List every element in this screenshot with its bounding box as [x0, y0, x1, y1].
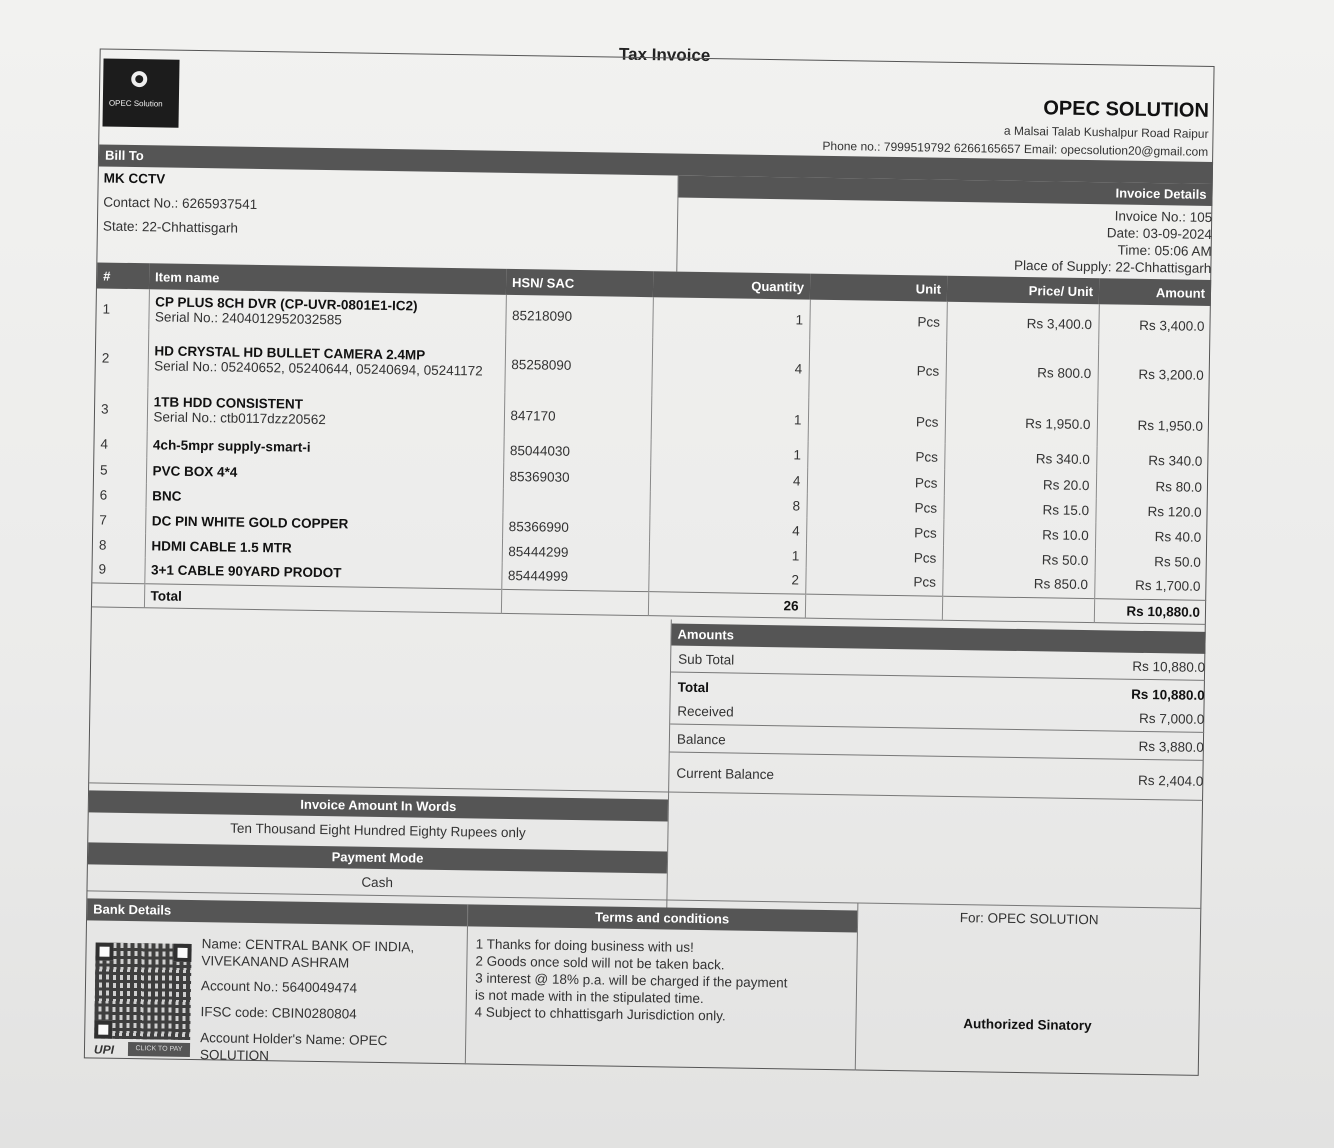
place-of-supply: Place of Supply: 22-Chhattisgarh [1013, 257, 1212, 276]
quantity-cell: 4 [651, 337, 809, 397]
item-name: BNC [152, 487, 182, 504]
ifsc-code: IFSC code: CBIN0280804 [200, 1004, 357, 1022]
item-name: DC PIN WHITE GOLD COPPER [151, 512, 349, 531]
row-number: 3 [100, 401, 109, 417]
row-number: 6 [99, 487, 108, 503]
authorized-signatory: Authorized Sinatory [963, 1016, 1092, 1034]
item-cell [148, 289, 506, 335]
amount-total-label: Total [677, 679, 710, 696]
document-title: Tax Invoice [618, 44, 711, 66]
col-header-price: Price/ Unit [947, 276, 1099, 304]
unit-cell: Pcs [806, 544, 943, 570]
current-balance-value: Rs 2,404.0 [1137, 772, 1204, 789]
sub-total-label: Sub Total [678, 651, 735, 668]
total-label: Total [144, 583, 501, 613]
company-address: a Malsai Talab Kushalpur Road Raipur [1003, 123, 1209, 141]
total-unit-spacer [805, 594, 942, 620]
col-header-no: # [97, 262, 149, 289]
quantity-cell: 1 [650, 439, 807, 467]
account-number: Account No.: 5640049474 [200, 978, 358, 996]
unit-cell: Pcs [805, 568, 942, 596]
quantity-cell: 8 [649, 491, 806, 517]
unit-cell: Pcs [806, 494, 943, 520]
account-holder: Account Holder's Name: OPEC [200, 1030, 388, 1049]
item-name: CP PLUS 8CH DVR (CP-UVR-0801E1-IC2) [155, 294, 418, 314]
quantity-cell: 1 [652, 297, 810, 339]
item-name: 3+1 CABLE 90YARD PRODOT [150, 562, 342, 581]
bill-to-contact: Contact No.: 6265937541 [103, 194, 258, 212]
amount-cell: Rs 1,700.0 [1094, 572, 1206, 600]
hsn-cell: 85258090 [504, 335, 652, 395]
row-number: 4 [100, 436, 109, 452]
upi-qr-code[interactable] [94, 943, 191, 1040]
col-header-item: Item name [149, 263, 506, 295]
click-to-pay-button[interactable]: CLICK TO PAY [128, 1042, 190, 1057]
invoice-sheet [54, 30, 1260, 1099]
item-name: PVC BOX 4*4 [152, 462, 238, 480]
amount-cell: Rs 340.0 [1096, 446, 1208, 474]
received-value: Rs 7,000.0 [1138, 710, 1205, 727]
row-number: 7 [99, 512, 107, 528]
items-table [92, 262, 1211, 624]
signature-for: For: OPEC SOLUTION [959, 910, 1099, 928]
qr-finder-icon [95, 943, 113, 961]
unit-cell: Pcs [808, 398, 946, 444]
hsn-cell: 85444999 [501, 563, 648, 591]
received-label: Received [677, 703, 734, 720]
total-price-spacer [942, 596, 1094, 622]
amount-cell: Rs 3,200.0 [1097, 344, 1210, 404]
hsn-cell: 85366990 [502, 513, 649, 541]
col-header-quantity: Quantity [653, 271, 810, 299]
amounts-header-label: Amounts [677, 626, 735, 643]
bill-to-header-label: Bill To [104, 147, 144, 164]
quantity-cell: 1 [651, 395, 809, 441]
quantity-cell: 4 [650, 465, 807, 493]
col-header-amount: Amount [1099, 278, 1211, 306]
sub-total-value: Rs 10,880.0 [1132, 658, 1206, 675]
hsn-cell: 85369030 [503, 463, 650, 491]
row-number: 8 [98, 537, 107, 553]
quantity-cell: 2 [648, 565, 805, 593]
item-serial: Serial No.: ctb0117dzz20562 [153, 409, 326, 428]
company-logo [102, 59, 179, 128]
upi-logo: UPI [93, 1042, 115, 1057]
price-cell: Rs 340.0 [944, 444, 1096, 472]
price-cell: Rs 10.0 [943, 520, 1095, 548]
row-number: 1 [102, 301, 111, 317]
unit-cell: Pcs [809, 300, 947, 342]
logo-text: OPEC Solution [108, 98, 163, 109]
price-cell: Rs 20.0 [944, 470, 1096, 498]
quantity-cell: 4 [649, 515, 806, 543]
unit-cell: Pcs [808, 340, 946, 400]
invoice-date: Date: 03-09-2024 [1106, 225, 1213, 242]
hsn-cell [502, 489, 649, 515]
item-cell [147, 387, 505, 437]
terms-line: 3 interest @ 18% p.a. will be charged if the payment [475, 970, 788, 991]
payment-mode-header-label: Payment Mode [331, 849, 424, 866]
amount-total-value: Rs 10,880.0 [1131, 686, 1205, 703]
price-cell: Rs 3,400.0 [946, 302, 1099, 344]
hsn-cell: 85444299 [502, 539, 649, 565]
unit-cell: Pcs [806, 518, 943, 546]
amount-cell: Rs 1,950.0 [1097, 402, 1210, 448]
invoice-details-header-label: Invoice Details [1115, 185, 1207, 202]
item-name: 4ch-5mpr supply-smart-i [152, 436, 311, 455]
row-number: 2 [101, 350, 110, 366]
balance-value: Rs 3,880.0 [1138, 738, 1204, 755]
quantity-cell: 1 [649, 541, 806, 567]
bank-details-header-label: Bank Details [93, 901, 172, 918]
amount-cell: Rs 3,400.0 [1098, 304, 1211, 346]
bank-branch: VIVEKANAND ASHRAM [201, 953, 350, 971]
item-name: HD CRYSTAL HD BULLET CAMERA 2.4MP [154, 343, 426, 363]
current-balance-label: Current Balance [676, 765, 775, 783]
price-cell: Rs 800.0 [945, 342, 1098, 402]
price-cell: Rs 850.0 [942, 570, 1094, 598]
invoice-number: Invoice No.: 105 [1114, 208, 1213, 225]
words-header-label: Invoice Amount In Words [300, 796, 457, 815]
item-cell [147, 329, 505, 393]
payment-mode-value: Cash [361, 874, 394, 891]
balance-label: Balance [676, 731, 726, 748]
bill-to-name: MK CCTV [103, 170, 166, 187]
price-cell: Rs 1,950.0 [945, 400, 1098, 446]
price-cell: Rs 50.0 [943, 546, 1095, 572]
amount-cell: Rs 120.0 [1095, 498, 1207, 524]
logo-ring-icon [131, 71, 147, 87]
account-holder-cont: SOLUTION [199, 1047, 270, 1064]
total-spacer [92, 582, 144, 607]
bank-name: Name: CENTRAL BANK OF INDIA, [201, 936, 415, 955]
row-number: 5 [99, 462, 108, 478]
amount-in-words: Ten Thousand Eight Hundred Eighty Rupees only [230, 820, 526, 841]
item-serial: Serial No.: 2404012952032585 [154, 309, 343, 328]
total-amount: Rs 10,880.0 [1094, 598, 1206, 624]
row-number: 9 [98, 561, 107, 577]
amount-cell: Rs 80.0 [1096, 472, 1208, 500]
terms-line: 1 Thanks for doing business with us! [475, 936, 694, 955]
company-contact: Phone no.: 7999519792 6266165657 Email: opecsolution20@gmail.com [822, 138, 1209, 159]
unit-cell: Pcs [807, 468, 944, 496]
item-name: 1TB HDD CONSISTENT [153, 394, 304, 412]
terms-line: 2 Goods once sold will not be taken back. [475, 953, 725, 973]
qr-finder-icon [94, 1021, 112, 1039]
terms-line: 4 Subject to chhattisgarh Jurisdiction only. [474, 1004, 726, 1024]
company-name: OPEC SOLUTION [1043, 97, 1210, 122]
bill-to-state: State: 22-Chhattisgarh [102, 218, 239, 236]
invoice-time: Time: 05:06 AM [1117, 242, 1212, 259]
terms-header-label: Terms and conditions [594, 909, 730, 927]
total-quantity: 26 [648, 591, 805, 617]
price-cell: Rs 15.0 [943, 496, 1095, 522]
hsn-cell: 847170 [504, 393, 652, 439]
qr-finder-icon [173, 944, 191, 962]
col-header-hsn: HSN/ SAC [506, 269, 653, 297]
item-name: HDMI CABLE 1.5 MTR [151, 537, 292, 556]
item-serial: Serial No.: 05240652, 05240644, 05240694, 05241172 [154, 358, 483, 379]
col-header-unit: Unit [810, 274, 947, 302]
terms-line: is not made with in the stipulated time. [474, 987, 704, 1007]
hsn-cell: 85218090 [505, 295, 653, 337]
amount-cell: Rs 40.0 [1095, 522, 1207, 550]
hsn-cell: 85044030 [503, 437, 650, 465]
unit-cell: Pcs [807, 442, 944, 470]
total-hsn-spacer [501, 589, 648, 615]
amount-cell: Rs 50.0 [1095, 548, 1207, 574]
